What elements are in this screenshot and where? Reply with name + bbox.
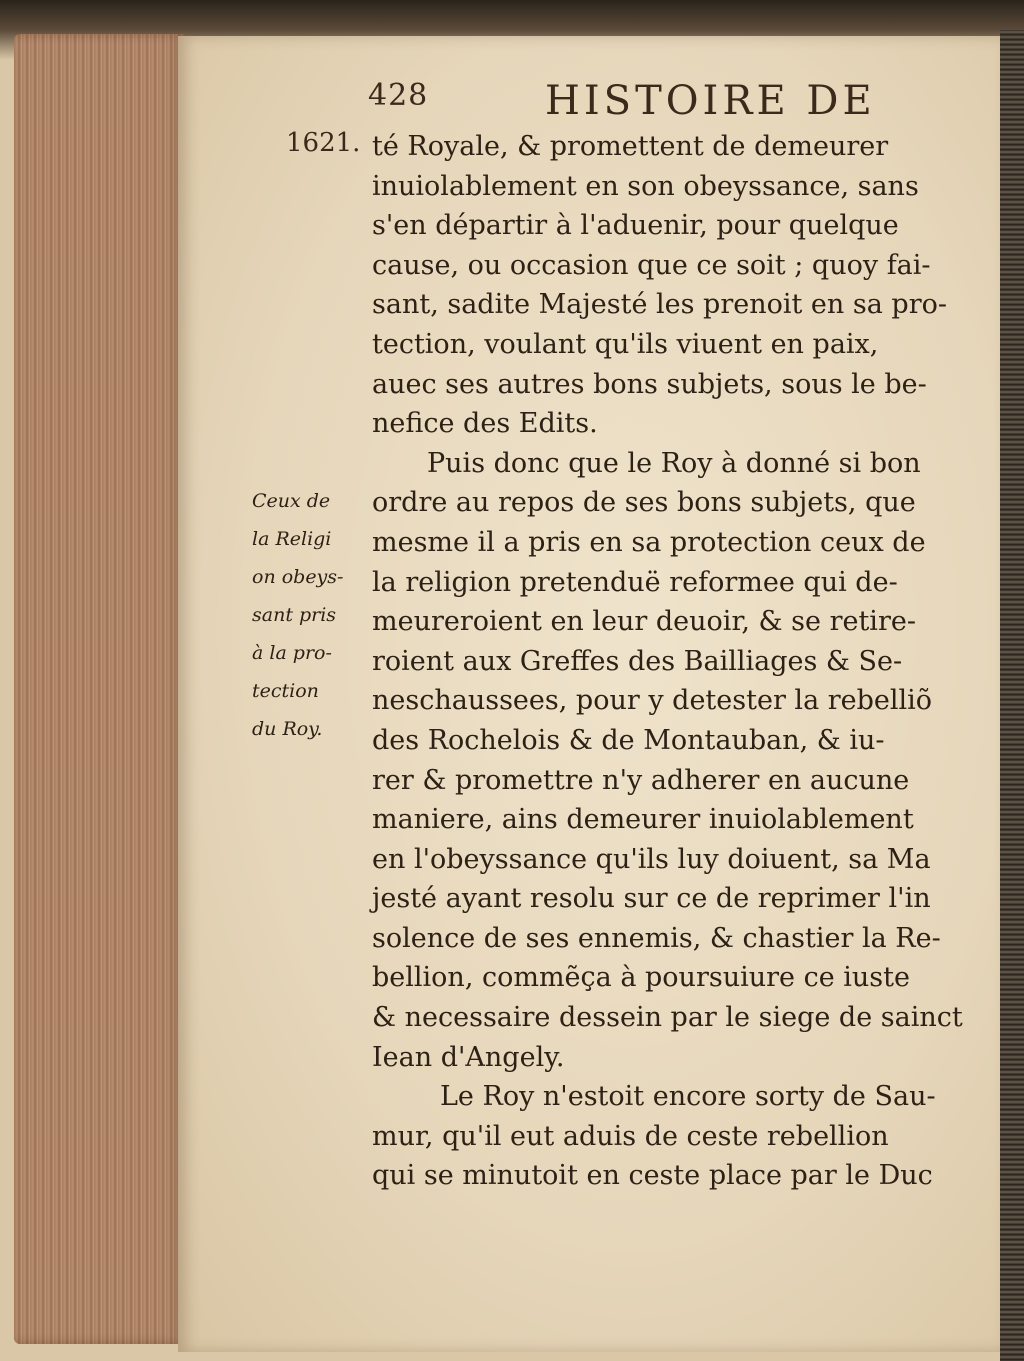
margin-note-line: on obeys- (252, 566, 344, 588)
body-text (372, 127, 997, 1196)
text-line: sant, sadite Majesté les prenoit en sa pro- (372, 289, 947, 321)
text-line: Puis donc que le Roy à donné si bon (427, 447, 921, 479)
text-line: Iean d'Angely. (372, 1041, 565, 1073)
text-line: mur, qu'il eut aduis de ceste rebellion (372, 1120, 889, 1152)
text-line: roient aux Greffes des Bailliages & Se- (372, 645, 903, 677)
margin-note-line: Ceux de (252, 490, 331, 512)
page-number: 428 (368, 78, 429, 113)
text-line: tection, voulant qu'ils viuent en paix, (372, 328, 879, 360)
text-line: maniere, ains demeurer inuiolablement (372, 804, 914, 836)
text-line: rer & promettre n'y adherer en aucune (372, 764, 910, 796)
margin-note-line: la Religi (252, 528, 332, 550)
text-line: solence de ses ennemis, & chastier la Re- (372, 922, 941, 954)
running-title: HISTOIRE DE (545, 78, 876, 124)
text-line: auec ses autres bons subjets, sous le be- (372, 368, 927, 400)
margin-note-line: sant pris (252, 604, 337, 626)
text-line: en l'obeyssance qu'ils luy doiuent, sa Ma (372, 843, 931, 875)
text-line: mesme il a pris en sa protection ceux de (372, 526, 926, 558)
text-line: des Rochelois & de Montauban, & iu- (372, 724, 885, 756)
text-line: & necessaire dessein par le siege de sainct (372, 1002, 963, 1034)
margin-note (252, 482, 374, 748)
text-line: bellion, commẽça à poursuiure ce iuste (372, 962, 910, 994)
text-line: qui se minutoit en ceste place par le Duc (372, 1160, 933, 1192)
book-fore-edge-right (1000, 30, 1024, 1361)
page-header (0, 78, 1024, 128)
margin-note-line: tection (252, 680, 319, 702)
margin-note-line: du Roy. (252, 718, 323, 740)
book-fore-edge-left (14, 34, 184, 1344)
text-line: té Royale, & promettent de demeurer (372, 131, 889, 162)
text-line: neschaussees, pour y detester la rebelliõ (372, 685, 933, 717)
text-line: nefice des Edits. (372, 408, 598, 440)
text-line: la religion pretenduë reformee qui de- (372, 566, 898, 598)
year-marginal-note: 1621. (286, 128, 361, 158)
text-line: cause, ou occasion que ce soit ; quoy fai- (372, 249, 931, 281)
text-line: s'en départir à l'aduenir, pour quelque (372, 210, 899, 242)
text-line: inuiolablement en son obeyssance, sans (372, 170, 919, 202)
text-line: ordre au repos de ses bons subjets, que (372, 487, 916, 519)
text-line: Le Roy n'estoit encore sorty de Sau- (440, 1081, 936, 1113)
text-line: jesté ayant resolu sur ce de reprimer l'in (372, 883, 931, 915)
text-line: meureroient en leur deuoir, & se retire- (372, 606, 916, 638)
margin-note-line: à la pro- (252, 642, 332, 664)
